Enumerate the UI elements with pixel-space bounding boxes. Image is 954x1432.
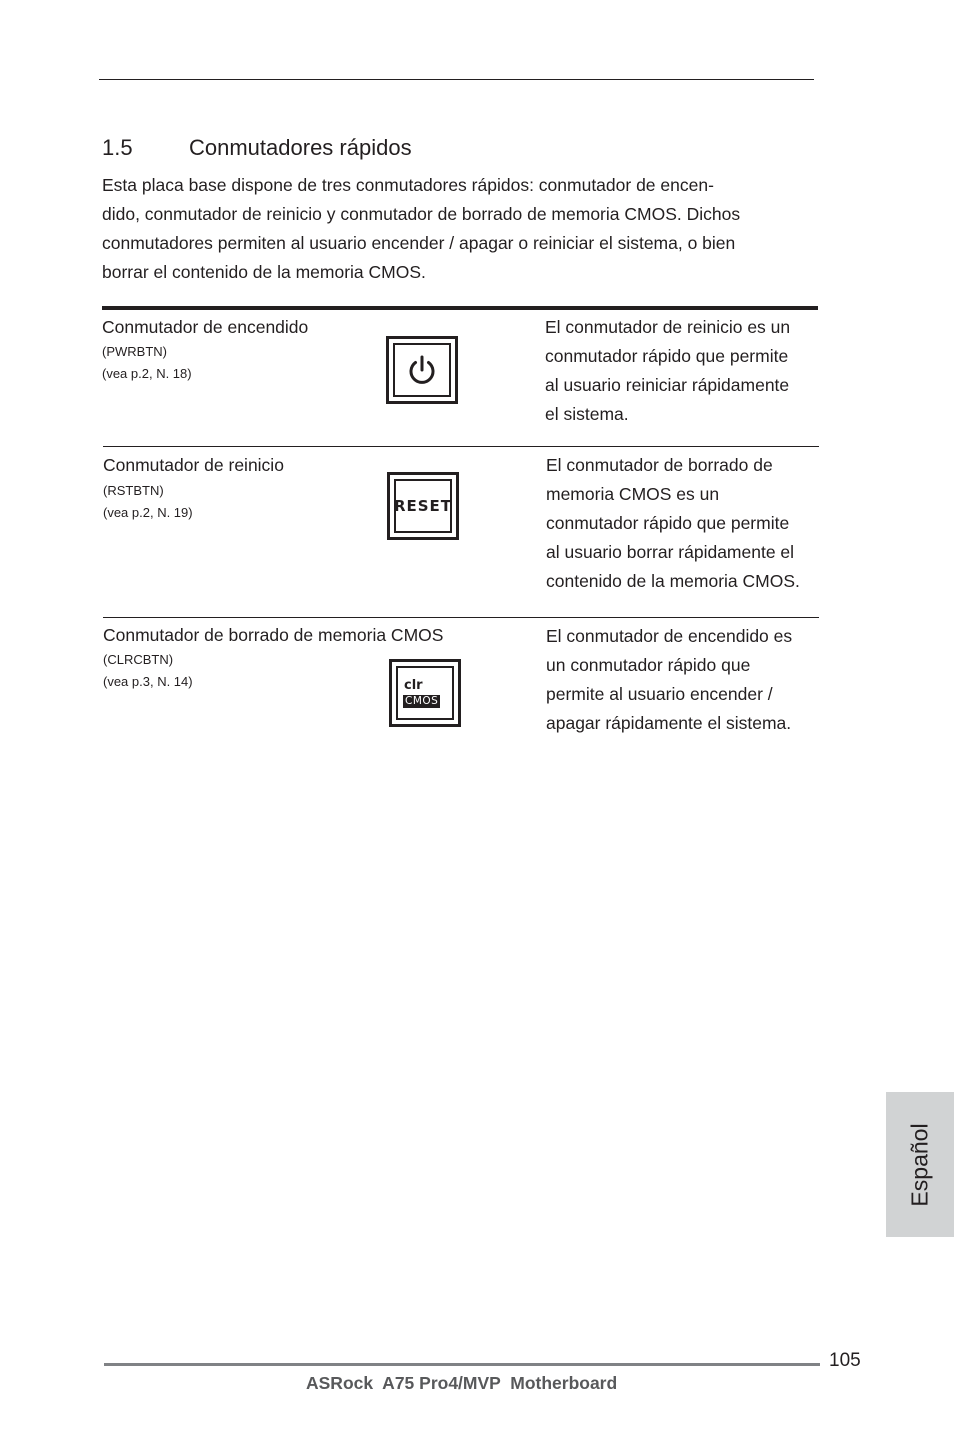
intro-line: borrar el contenido de la memoria CMOS. xyxy=(102,262,426,282)
clear-cmos-switch-graphic xyxy=(389,659,461,727)
switch-label-power: Conmutador de encendido xyxy=(102,317,309,337)
row-rule xyxy=(103,617,819,618)
switch-ref-clrcmos: (vea p.3, N. 14) xyxy=(103,674,193,689)
reset-icon: RESET xyxy=(393,497,453,515)
cmos-label: CMOS xyxy=(405,694,439,707)
section-number: 1.5 xyxy=(102,135,133,160)
power-switch-graphic xyxy=(386,336,458,404)
switch-label-clrcmos: Conmutador de borrado de memoria CMOS xyxy=(103,625,444,645)
header-rule xyxy=(99,79,814,80)
switch-desc-power: El conmutador de reinicio es un conmutador rápido que permite al usuario reiniciar rápidamente el sistema. xyxy=(545,317,791,424)
intro-line: dido, conmutador de reinicio y conmutador de borrado de memoria CMOS. Dichos xyxy=(102,204,741,224)
switch-ref-power: (vea p.2, N. 18) xyxy=(102,366,192,381)
switch-desc-clrcmos: El conmutador de encendido es un conmutador rápido que permite al usuario encender / apagar rápidamente el sistema. xyxy=(546,626,793,733)
switch-ref-reset: (vea p.2, N. 19) xyxy=(103,505,193,520)
switch-code-reset: (RSTBTN) xyxy=(103,483,164,498)
table-top-rule xyxy=(102,306,818,310)
language-tab xyxy=(886,1092,954,1237)
power-icon xyxy=(405,353,439,387)
reset-switch-graphic xyxy=(387,472,459,540)
intro-line: Esta placa base dispone de tres conmutadores rápidos: conmutador de encen- xyxy=(102,175,714,195)
language-tab-label: Español xyxy=(906,1122,933,1207)
footer-rule xyxy=(104,1363,820,1366)
clear-cmos-icon xyxy=(403,679,447,708)
page-number: 105 xyxy=(829,1350,861,1371)
switch-code-power: (PWRBTN) xyxy=(102,344,167,359)
clr-label: clr xyxy=(404,677,423,693)
switch-code-clrcmos: (CLRCBTN) xyxy=(103,652,174,667)
switch-label-reset: Conmutador de reinicio xyxy=(103,455,284,475)
intro-line: conmutadores permiten al usuario encender / apagar o reiniciar el sistema, o bien xyxy=(102,233,736,253)
footer-title: ASRock A75 Pro4/MVP Motherboard xyxy=(306,1373,618,1393)
row-rule xyxy=(103,446,819,447)
intro-paragraph xyxy=(102,171,814,287)
section-title: Conmutadores rápidos xyxy=(189,135,412,160)
switch-desc-reset: El conmutador de borrado de memoria CMOS es un conmutador rápido que permite al usuario borrar rápidamente el contenido de la memoria CMOS. xyxy=(546,455,800,591)
